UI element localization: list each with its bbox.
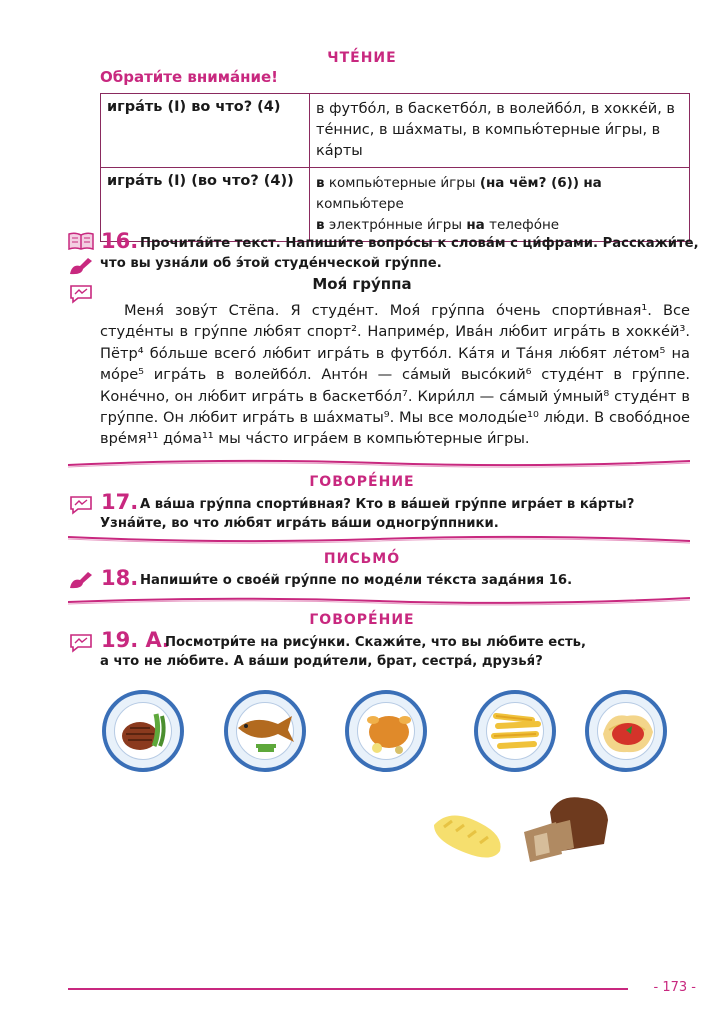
footer-line (68, 988, 628, 990)
writing-hand-icon (68, 256, 94, 276)
phrase: телефо́не (489, 217, 560, 233)
phrase: электро́нные и́гры (328, 217, 463, 233)
exercise-number: 19. А. (101, 628, 170, 652)
exercise-task: Посмотри́те на рису́нки. Скажи́те, что вы лю́бите есть, (165, 635, 587, 650)
speech-bubble-icon (68, 633, 94, 653)
exercise-task: Прочита́йте текст. Напиши́те вопро́сы к слова́м с ци́фрами. Расскажи́те, (140, 236, 699, 251)
preposition: в (316, 175, 325, 191)
phrase: компью́терные и́гры (328, 175, 476, 191)
question: (на чём? (6)) (479, 175, 580, 191)
preposition: на (466, 217, 485, 233)
attention-heading: Обрати́те внима́ние! (100, 68, 279, 86)
rule-left-cell: игра́ть (I) (во что? (4)) (101, 168, 310, 242)
page-number: - 173 - (653, 980, 696, 995)
pasta-plate-icon (585, 690, 667, 772)
baguette-icon (430, 805, 506, 863)
section-title-reading: ЧТЕ́НИЕ (327, 50, 397, 66)
exercise-task: Напиши́те о свое́й гру́ппе по моде́ли те́кста зада́ния 16. (140, 573, 573, 588)
exercise-task: А ва́ша гру́ппа спорти́вная? Кто в ва́шей гру́ппе игра́ет в ка́рты? (140, 497, 635, 512)
reading-paragraph: Меня́ зову́т Стёпа. Я студе́нт. Моя́ гру́ппа о́чень спорти́вная¹. Все студе́нты в гру́ппе лю́бят спорт². Наприме́р, Ива́н лю́бит игра́ть в хокке́й³. Пётр⁴ бо́льше всего́ лю́бит игра́ть в футбо́л. Ка́тя и Та́ня лю́бят ле́том⁵ на мо́ре⁵ игра́ть в волейбо́л. Анто́н — са́мый высо́кий⁶ студе́нт в гру́ппе. Коне́чно, он лю́бит игра́ть в баскетбо́л⁷. Кири́лл — са́мый у́мный⁸ студе́нт в гру́ппе. Он лю́бит игра́ть в ша́хматы⁹. Мы все молоды́е¹⁰ лю́ди. В свобо́дное вре́мя¹¹ до́ма¹¹ мы ча́сто игра́ем в компью́терные и́гры. (100, 302, 690, 448)
preposition: в (316, 217, 325, 233)
book-icon (68, 232, 94, 250)
exercise-task: Узна́йте, во что лю́бят игра́ть ва́ши одногру́ппники. (100, 516, 499, 531)
phrase: компью́тере (316, 196, 404, 212)
rule-right-cell: в футбо́л, в баскетбо́л, в волейбо́л, в хокке́й, в те́ннис, в ша́хматы, в компью́терные и́гры, в ка́рты (310, 94, 690, 168)
exercise-number: 18. (101, 566, 139, 590)
section-title-speaking: ГОВОРЕ́НИЕ (309, 474, 415, 490)
steak-plate-icon (102, 690, 184, 772)
rule-left-cell: игра́ть (I) во что? (4) (101, 94, 310, 168)
preposition: на (583, 175, 602, 191)
wave-divider (68, 456, 690, 470)
wave-divider (68, 593, 690, 607)
chicken-plate-icon (345, 690, 427, 772)
section-title-speaking: ГОВОРЕ́НИЕ (309, 612, 415, 628)
speech-bubble-icon (68, 495, 94, 515)
reading-text-title: Моя́ гру́ппа (312, 275, 412, 293)
rule-row (101, 168, 690, 242)
exercise-task: что вы узна́ли об э́той студе́нческой гру́ппе. (100, 256, 442, 271)
rule-right-cell (310, 168, 690, 242)
exercise-number: 17. (101, 490, 139, 514)
rule-row (101, 94, 690, 168)
bread-loaf-icon (520, 792, 612, 864)
reading-text (100, 300, 690, 450)
rule-table (100, 93, 690, 242)
exercise-task: а что не лю́бите. А ва́ши роди́тели, брат, сестра́, друзья́? (100, 654, 543, 669)
fish-plate-icon (224, 690, 306, 772)
writing-hand-icon (68, 570, 94, 590)
wave-divider (68, 532, 690, 546)
fries-plate-icon (474, 690, 556, 772)
exercise-number: 16. (101, 229, 139, 253)
section-title-writing: ПИСЬМО́ (323, 551, 401, 567)
